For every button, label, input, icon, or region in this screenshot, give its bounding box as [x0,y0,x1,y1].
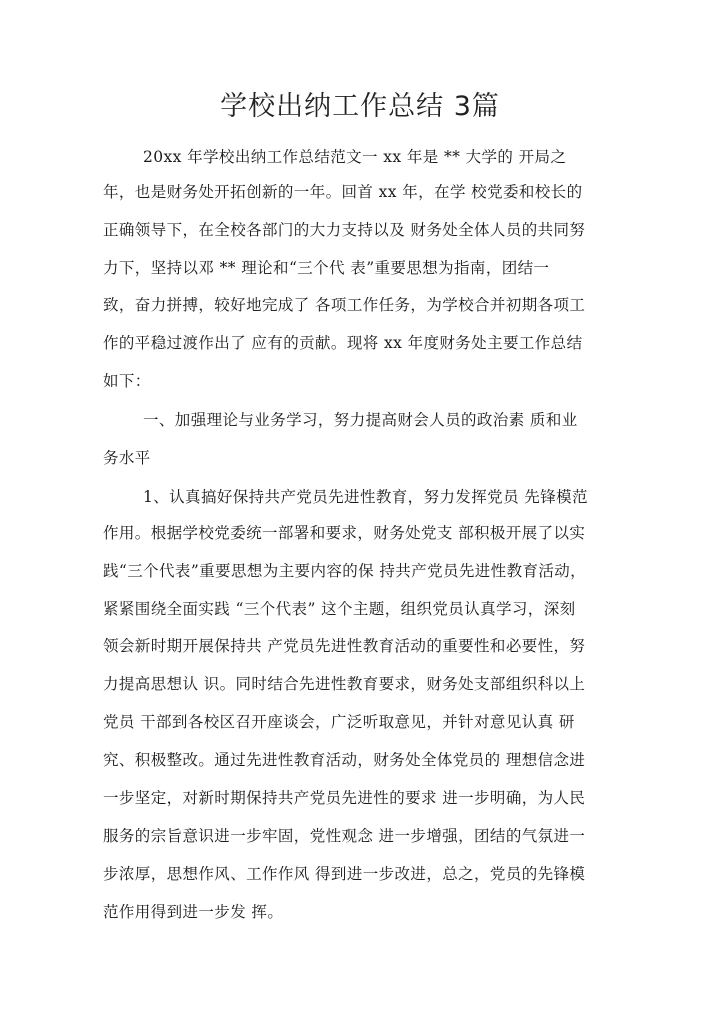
text-line: 范作用得到进一步发 挥。 [103,903,284,921]
text-line: 领会新时期开展保持共 产党员先进性教育活动的重要性和必要性，努 [103,637,586,655]
text-line: 力下，坚持以邓 ** 理论和“三个代 表”重要思想为指南，团结一 [103,259,550,277]
text-line: 作用。根据学校党委统一部署和要求，财务处党支 部积极开展了以实 [103,524,586,542]
text-line: 致，奋力拼搏，较好地完成了 各项工作任务，为学校合并初期各项工 [103,296,586,314]
section-heading: 务水平 [103,449,151,467]
text-line: 如下： [103,372,151,390]
text-line: 服务的宗旨意识进一步牢固，党性观念 进一步增强，团结的气氛进一 [103,827,586,845]
text-line: 作的平稳过渡作出了 应有的贡献。现将 xx 年度财务处主要工作总结 [103,334,583,352]
text-line: 20xx 年学校出纳工作总结范文一 xx 年是 ** 大学的 开局之 [143,148,567,166]
text-line: 步浓厚，思想作风、工作作风 得到进一步改进，总之，党员的先锋模 [103,865,586,883]
text-line: 力提高思想认 识。同时结合先进性教育要求，财务处支部组织科以上 [103,675,586,693]
section-heading: 一、加强理论与业务学习，努力提高财会人员的政治素 质和业 [143,411,578,429]
text-line: 年，也是财务处开拓创新的一年。回首 xx 年，在学 校党委和校长的 [103,183,583,201]
text-line: 正确领导下，在全校各部门的大力支持以及 财务处全体人员的共同努 [103,221,586,239]
text-line: 一步坚定，对新时期保持共产党员先进性的要求 进一步明确，为人民 [103,789,586,807]
text-line: 1、认真搞好保持共产党员先进性教育，努力发挥党员 先锋模范 [143,488,588,506]
text-line: 究、积极整改。通过先进性教育活动，财务处全体党员的 理想信念进 [103,751,586,769]
document-title: 学校出纳工作总结 3篇 [220,91,500,122]
text-line: 践“三个代表”重要思想为主要内容的保 持共产党员先进性教育活动， [103,562,587,580]
text-line: 党员 干部到各校区召开座谈会，广泛听取意见，并针对意见认真 研 [103,713,575,731]
text-line: 紧紧围绕全面实践 “三个代表” 这个主题，组织党员认真学习，深刻 [103,600,576,618]
